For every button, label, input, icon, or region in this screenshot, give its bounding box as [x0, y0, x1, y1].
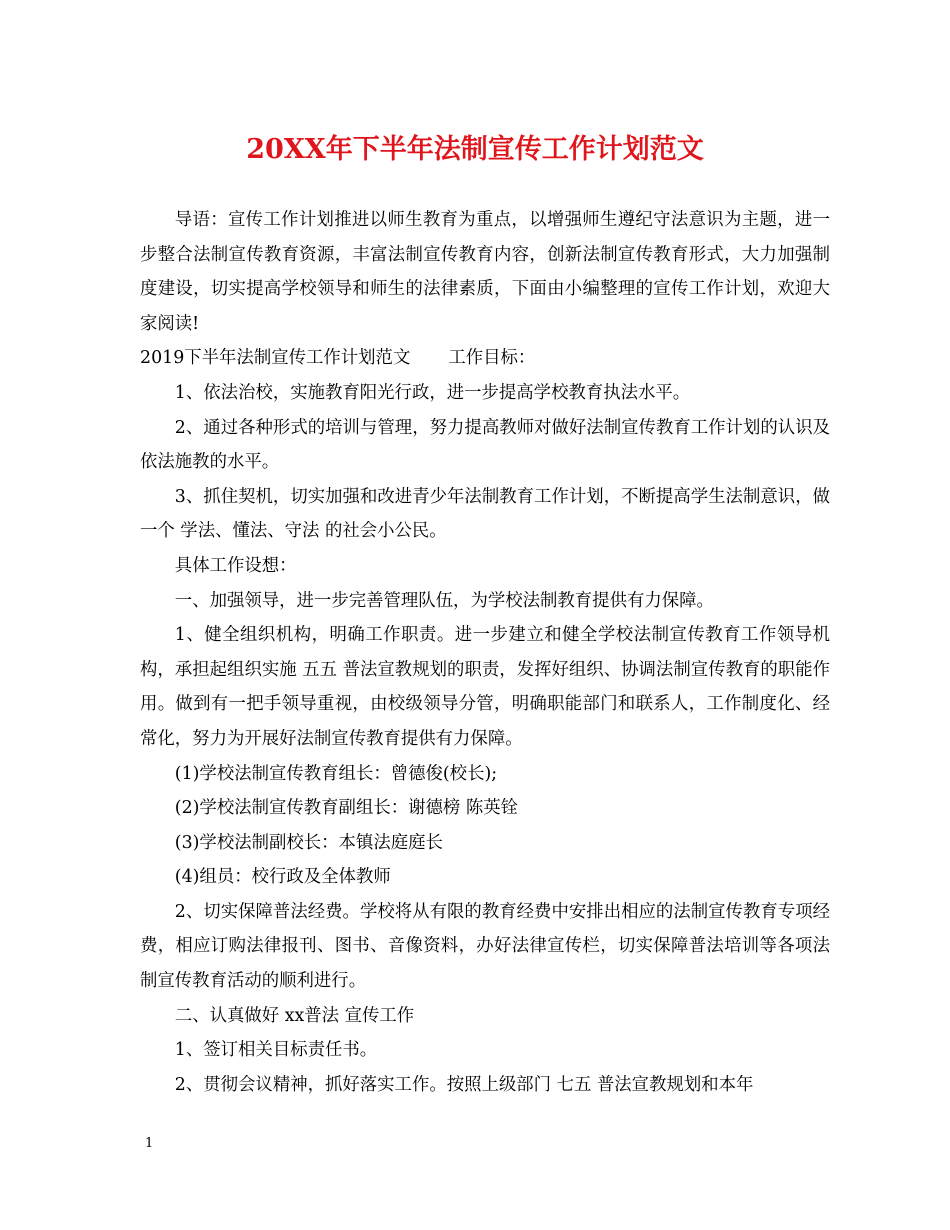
paragraph-goal-1: 1、依法治校，实施教育阳光行政，进一步提高学校教育执法水平。: [174, 382, 691, 403]
paragraph-plan-heading: 具体工作设想：: [174, 555, 297, 576]
document-body: [140, 203, 830, 1102]
page-number: 1: [145, 1136, 154, 1151]
paragraph-member-1: (1)学校法制宣传教育组长：曾德俊(校长);: [174, 763, 498, 784]
paragraph-organization: 1、健全组织机构，明确工作职责。进一步建立和健全学校法制宣传教育工作领导机构，承担起组织实施 五五 普法宣教规划的职责，发挥好组织、协调法制宣传教育的职能作用。做到有一把手领导重视，由校级领导分管，明确职能部门和联系人，工作制度化、经常化，努力为开展好法制宣传教育提供有力保障。: [140, 625, 830, 749]
paragraph-implementation: 2、贯彻会议精神，抓好落实工作。按照上级部门 七五 普法宣教规划和本年: [174, 1074, 754, 1095]
subheading-right: 工作目标：: [448, 348, 536, 369]
paragraph-member-4: (4)组员：校行政及全体教师: [174, 867, 391, 888]
paragraph-section-1-heading: 一、加强领导，进一步完善管理队伍，为学校法制教育提供有力保障。: [174, 590, 714, 611]
intro-paragraph: 导语：宣传工作计划推进以师生教育为重点，以增强师生遵纪守法意识为主题，进一步整合法制宣传教育资源，丰富法制宣传教育内容，创新法制宣传教育形式，大力加强制度建设，切实提高学校领导和师生的法律素质，下面由小编整理的宣传工作计划，欢迎大家阅读!: [140, 210, 830, 334]
paragraph-member-2: (2)学校法制宣传教育副组长：谢德榜 陈英铨: [174, 798, 518, 819]
subheading-left: 2019下半年法制宣传工作计划范文: [140, 348, 411, 369]
subheading-line: [140, 341, 830, 376]
paragraph-funding: 2、切实保障普法经费。学校将从有限的教育经费中安排出相应的法制宣传教育专项经费，相应订购法律报刊、图书、音像资料，办好法律宣传栏，切实保障普法培训等各项法制宣传教育活动的顺利进行。: [140, 901, 830, 992]
paragraph-goal-3: 3、抓住契机，切实加强和改进青少年法制教育工作计划，不断提高学生法制意识，做一个 学法、懂法、守法 的社会小公民。: [140, 486, 830, 542]
paragraph-member-3: (3)学校法制副校长：本镇法庭庭长: [174, 832, 443, 853]
paragraph-goal-2: 2、通过各种形式的培训与管理，努力提高教师对做好法制宣传教育工作计划的认识及依法施教的水平。: [140, 417, 830, 473]
paragraph-responsibility: 1、签订相关目标责任书。: [174, 1040, 378, 1061]
paragraph-section-2-heading: 二、认真做好 xx普法 宣传工作: [174, 1005, 415, 1026]
document-title: 20XX年下半年法制宣传工作计划范文: [246, 134, 704, 165]
